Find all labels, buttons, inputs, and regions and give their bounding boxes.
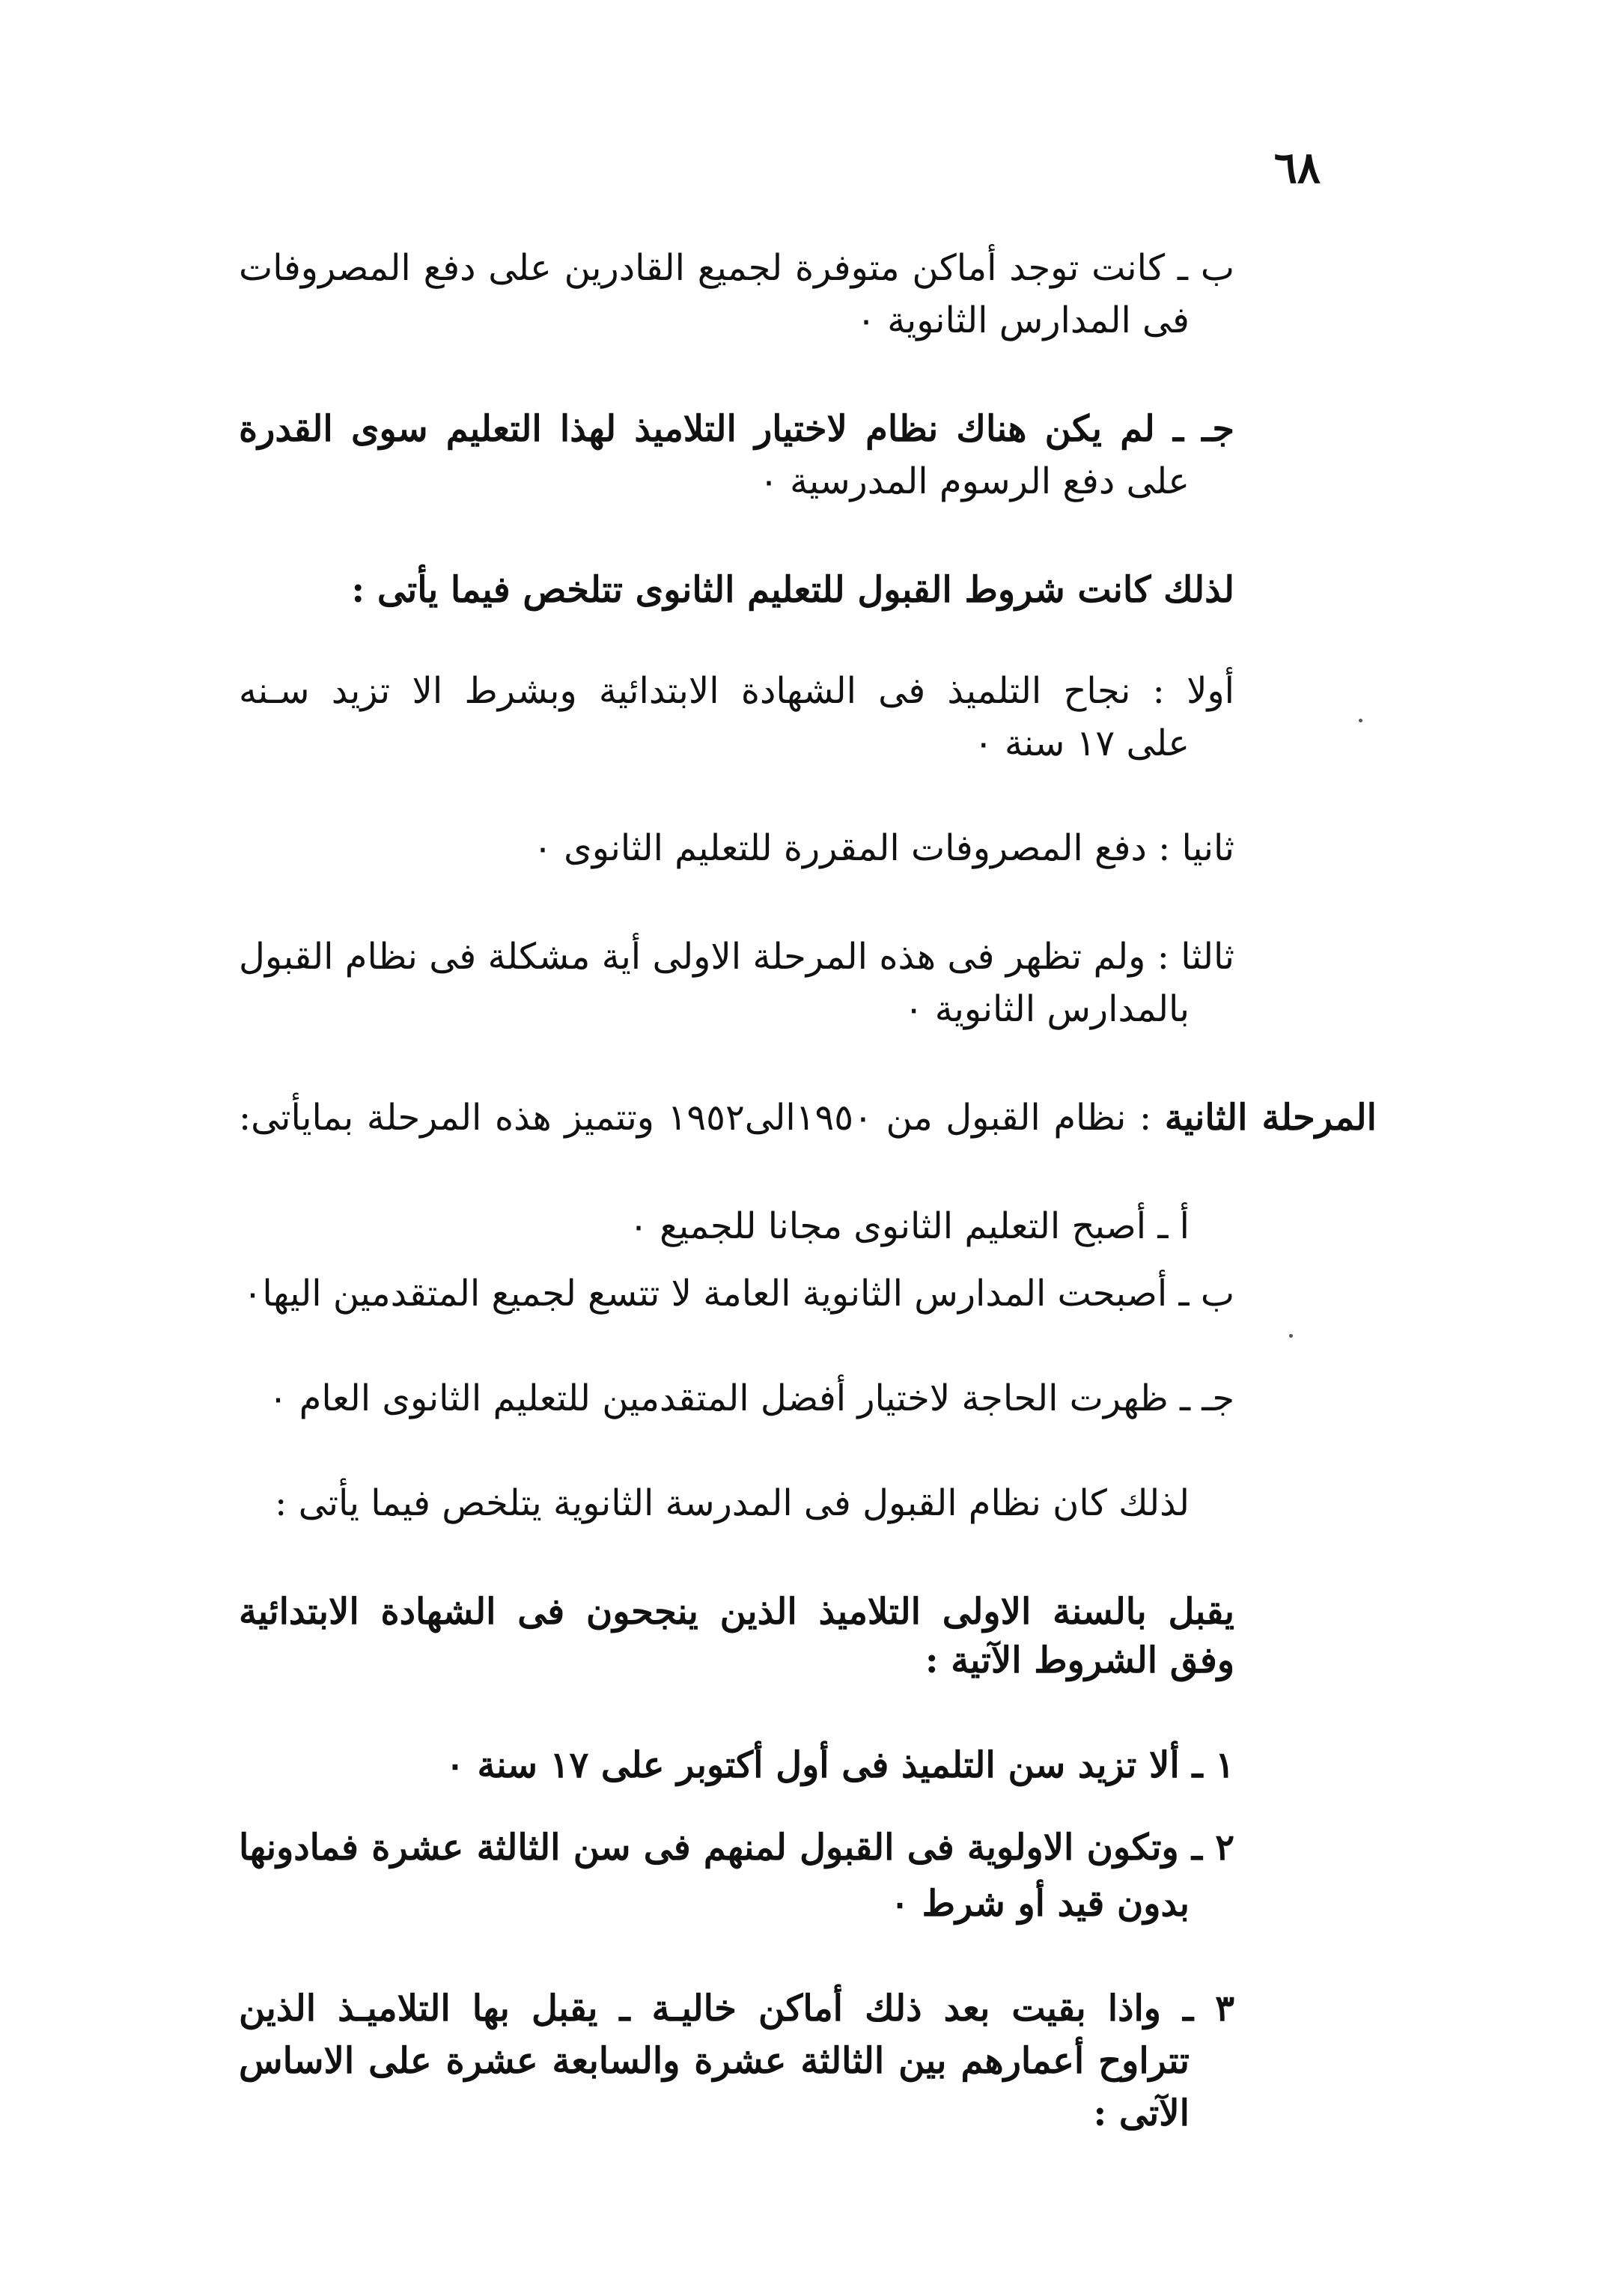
line-first-2: على ١٧ سنة ٠ [973,722,1190,764]
line-b-1: ب ـ كانت توجد أماكن متوفرة لجميع القادرين على دفع المصروفات [239,247,1234,289]
stage-two-text: : نظام القبول من ١٩٥٠الى١٩٥٢ وتتميز هذه المرحلة بمايأتى: [239,1097,1165,1139]
scan-speck [1289,1334,1293,1338]
line-item-2-2: بدون قيد أو شرط ٠ [890,1883,1190,1925]
page-number: ٦٨ [1273,142,1321,193]
line-item-1: ١ ـ ألا تزيد سن التلميذ فى أول أكتوبر على ١٧ سنة ٠ [445,1744,1234,1786]
line-third-1: ثالثا : ولم تظهر فى هذه المرحلة الاولى أية مشكلة فى نظام القبول [239,936,1234,978]
scan-speck [1359,719,1362,722]
line-first-1: أولا : نجاح التلميذ فى الشهادة الابتدائية وبشرط الا تزيد سـنه [239,670,1234,712]
line-item-3-3: الآتى : [1093,2092,1190,2134]
line-item-2-1: ٢ ـ وتكون الاولوية فى القبول لمنهم فى سن الثالثة عشرة فمادونها [239,1827,1234,1869]
line-b-2: فى المدارس الثانوية ٠ [856,299,1190,341]
line-second: ثانيا : دفع المصروفات المقررة للتعليم الثانوى ٠ [533,827,1234,869]
line-a: أ ـ أصبح التعليم الثانوى مجانا للجميع ٠ [629,1205,1190,1247]
line-item-3-1: ٣ ـ واذا بقيت بعد ذلك أماكن خاليـة ـ يقبل بها التلاميـذ الذين [239,1988,1234,2029]
line-j2: جـ ـ ظهرت الحاجة لاختيار أفضل المتقدمين للتعليم الثانوى العام ٠ [268,1377,1234,1419]
line-j-1: جـ ـ لم يكن هناك نظام لاختيار التلاميذ لهذا التعليم سوى القدرة [239,408,1234,450]
line-stage-two [239,1097,1377,1139]
line-b2: ب ـ أصبحت المدارس الثانوية العامة لا تتسع لجميع المتقدمين اليها٠ [243,1273,1234,1315]
line-item-3-2: تتراوح أعمارهم بين الثالثة عشرة والسابعة عشرة على الاساس [239,2040,1190,2082]
line-third-2: بالمدارس الثانوية ٠ [904,988,1190,1030]
line-accept-2: وفق الشروط الآتية : [925,1639,1234,1681]
line-admission-intro: لذلك كان نظام القبول فى المدرسة الثانوية يتلخص فيما يأتى : [275,1482,1190,1524]
line-j-2: على دفع الرسوم المدرسية ٠ [759,460,1190,502]
line-accept-1: يقبل بالسنة الاولى التلاميذ الذين ينجحون فى الشهادة الابتدائية [239,1591,1234,1633]
stage-two-heading: المرحلة الثانية [1164,1097,1377,1139]
line-conditions-intro: لذلك كانت شروط القبول للتعليم الثانوى تتلخص فيما يأتى : [351,569,1234,611]
